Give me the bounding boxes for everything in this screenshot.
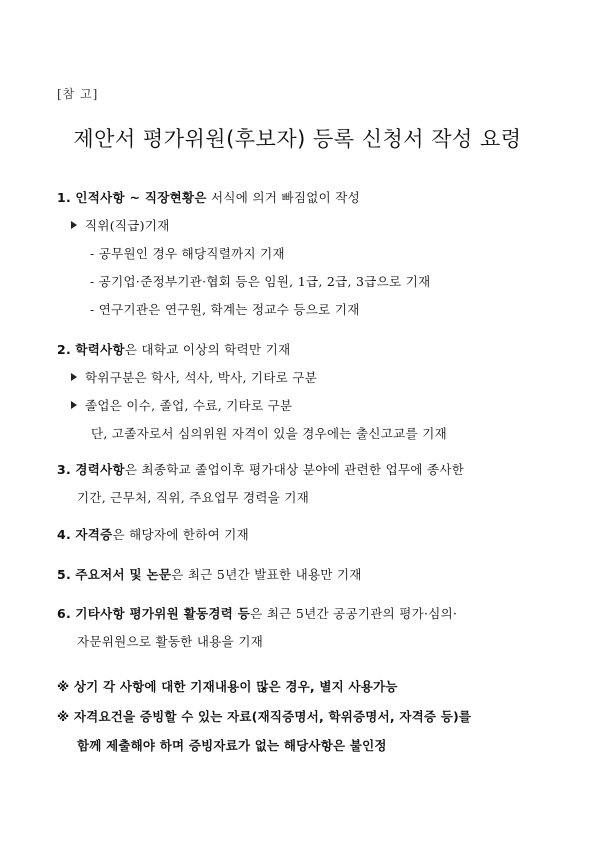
item-heading: 기타사항 평가위원 활동경력 등	[75, 606, 251, 621]
sub-text: 학위구분은 학사, 석사, 박사, 기타로 구분	[85, 370, 318, 385]
item-2-sub-2	[71, 396, 292, 414]
item-3-cont: 기간, 근무처, 직위, 주요업무 경력을 기재	[77, 490, 310, 505]
triangle-bullet-icon	[71, 401, 77, 409]
item-number: 2.	[57, 342, 72, 357]
item-heading: 인적사항 ~ 직장현황은	[75, 190, 207, 205]
item-heading: 경력사항	[75, 462, 125, 477]
item-text: 은 대학교 이상의 학력만 기재	[124, 342, 291, 357]
note-2: ※ 자격요건을 증빙할 수 있는 자료(재직증명서, 학위증명서, 자격증 등)를	[57, 709, 472, 724]
item-text: 은 최근 5년간 공공기관의 평가·심의·	[250, 606, 458, 621]
item-5	[57, 565, 362, 583]
item-text: 은 해당자에 한하여 기재	[112, 527, 250, 542]
sub-text: 졸업은 이수, 졸업, 수료, 기타로 구분	[85, 398, 293, 413]
item-1	[57, 188, 360, 206]
item-number: 3.	[57, 462, 72, 477]
item-heading: 자격증	[75, 527, 113, 542]
item-number: 6.	[57, 606, 72, 621]
triangle-bullet-icon	[71, 221, 77, 229]
item-1-detail-3: - 연구기관은 연구원, 학계는 정교수 등으로 기재	[90, 302, 360, 317]
item-2	[57, 340, 290, 358]
item-4	[57, 525, 249, 543]
item-6	[57, 604, 457, 622]
sub-text: 직위(직급)기재	[85, 218, 170, 233]
note-2-cont: 함께 제출해야 하며 증빙자료가 없는 해당사항은 불인정	[77, 738, 387, 753]
item-2-sub-1	[71, 368, 317, 386]
item-3	[57, 460, 464, 478]
item-heading: 주요저서 및 논문	[75, 567, 172, 582]
item-heading: 학력사항	[75, 342, 125, 357]
note-1: ※ 상기 각 사항에 대한 기재내용이 많은 경우, 별지 사용가능	[57, 679, 398, 694]
triangle-bullet-icon	[71, 373, 77, 381]
item-text: 은 최근 5년간 발표한 내용만 기재	[171, 567, 362, 582]
item-1-sub	[71, 216, 170, 234]
item-1-detail-1: - 공무원인 경우 해당직렬까지 기재	[90, 246, 285, 261]
item-number: 5.	[57, 567, 72, 582]
reference-label: [참 고]	[57, 87, 99, 101]
item-number: 4.	[57, 527, 72, 542]
page-title: 제안서 평가위원(후보자) 등록 신청서 작성 요령	[73, 127, 522, 151]
item-text: 서식에 의거 빠짐없이 작성	[206, 190, 361, 205]
item-1-detail-2: - 공기업·준정부기관·협회 등은 임원, 1급, 2급, 3급으로 기재	[90, 274, 431, 289]
item-2-sub-3: 단, 고졸자로서 심의위원 자격이 있을 경우에는 출신고교를 기재	[91, 426, 447, 441]
item-number: 1.	[57, 190, 72, 205]
item-6-cont: 자문위원으로 활동한 내용을 기재	[77, 634, 264, 649]
item-text: 은 최종학교 졸업이후 평가대상 분야에 관련한 업무에 종사한	[124, 462, 465, 477]
